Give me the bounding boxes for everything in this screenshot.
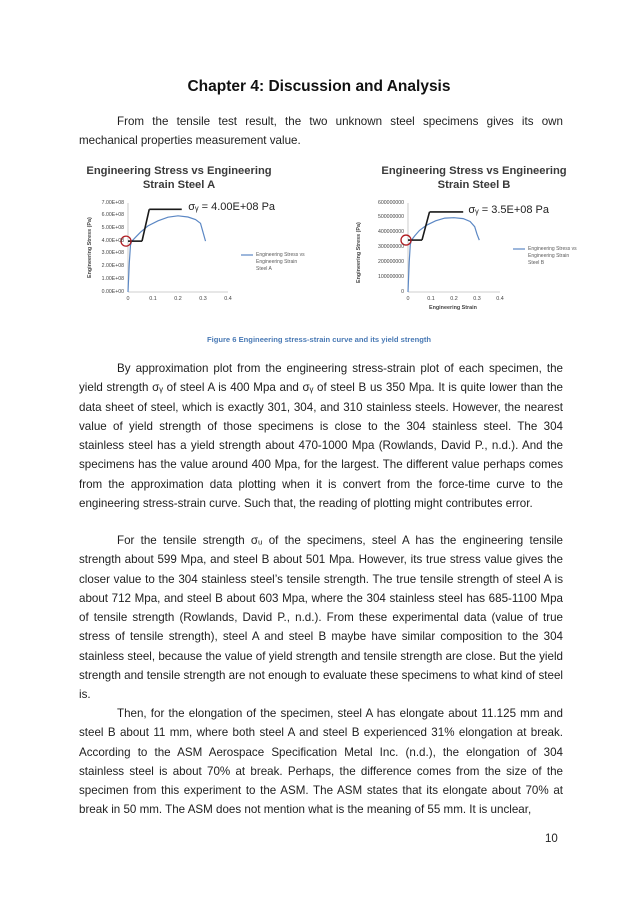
y-tick-label: 5.00E+08 (101, 224, 124, 231)
approx-slope-line (422, 212, 430, 240)
y-tick-label: 300000000 (378, 244, 404, 250)
x-tick-label: 0.2 (174, 296, 182, 302)
y-tick-label: 500000000 (378, 214, 404, 221)
chart-a-title-line-2: Strain Steel A (142, 179, 216, 191)
x-tick-label: 0.2 (450, 296, 458, 302)
page-number: 10 (545, 833, 558, 845)
paragraph-elongation: Then, for the elongation of the specimen, steel A has elongate about 11.125 mm and steel B about 11 mm, where both steel A and steel B experienced 31% elongation at break. According to the ASM Aerospace Specification Metal Inc. (n.d.), the elongation of 304 stainless steel is about 70% at break. Perhaps, the difference comes from the size of the specimen from this experiment to the ASM. The ASM states that its elongate about 70% at break in 50 mm. The ASM does not mention what is the meaning of 55 mm. It is unclear, (79, 707, 563, 817)
y-tick-label: 7.00E+08 (101, 199, 124, 206)
y-tick-label: 200000000 (378, 258, 404, 265)
y-axis-label: Engineering Stress (Pa) (87, 217, 93, 278)
chart-steel-b (342, 160, 612, 320)
y-tick-label: 600000000 (378, 199, 404, 206)
legend-entry: Engineering Stress vs Engineering Strain Steel A (256, 252, 305, 272)
y-tick-label: 2.00E+08 (101, 263, 124, 270)
x-tick-label: 0 (406, 296, 410, 302)
x-tick-label: 0.1 (427, 296, 435, 302)
y-tick-label: 400000000 (378, 229, 404, 236)
y-tick-label: 0 (401, 288, 404, 295)
y-tick-label: 1.00E+08 (101, 275, 124, 282)
chart-b-title-line-2: Strain Steel B (437, 179, 511, 191)
y-tick-label: 100000000 (378, 273, 404, 280)
figure-caption: Figure 6 Engineering stress-strain curve and its yield strength (206, 335, 432, 344)
y-tick-label: 0.00E+00 (101, 288, 124, 295)
series-line (408, 218, 479, 292)
chart-b-title-line-1: Engineering Stress vs Engineering (381, 165, 567, 177)
y-tick-label: 3.00E+08 (101, 250, 124, 257)
x-tick-label: 0.3 (473, 296, 481, 302)
series-line (128, 216, 206, 292)
y-tick-label: 6.00E+08 (101, 212, 124, 219)
paragraph-yield-strength: By approximation plot from the engineering stress-strain plot of each specimen, the yield strength σᵧ of steel A is 400 Mpa and σᵧ of steel B us 350 Mpa. It is quite lower than the data sheet of steel, which is exactly 301, 304, and 310 stainless steels. However, the nearest value of yield strength of those specimens is close to the 304 stainless steel. The 304 stainless steel has a yield strength about 470-1000 Mpa (Rowlands, David P., n.d.). And the specimens has the value around 400 Mpa, for the largest. The different value perhaps comes from the approximation data plotting when it is convert from the force-time curve to the engineering stress-strain curve. Such that, the reading of plotting might contributes error. (79, 362, 563, 511)
chart-a-plot (79, 160, 319, 310)
y-tick-label: 4.00E+08 (101, 237, 124, 244)
chart-a-title-line-1: Engineering Stress vs Engineering (86, 165, 272, 177)
x-tick-label: 0.3 (199, 296, 207, 302)
paragraph-intro: From the tensile test result, the two unknown steel specimens gives its own mechanical properties measurement value. (79, 115, 563, 148)
x-tick-label: 0.4 (496, 296, 504, 302)
paragraph-tensile-strength: For the tensile strength σᵤ of the specimens, steel A has the engineering tensile strength about 599 Mpa, and steel B about 501 Mpa. However, its true stress value gives the closer value to the 304 stainless steel’s tensile strength. The true tensile strength of steel A is about 712 Mpa, and steel B about 603 Mpa, where the 304 stainless steel has 685-1100 Mpa of tensile strength (Rowlands, David P., n.d.). From these experimental data (value of true stress of tensile strength), steel A and steel B maybe have similar composition to the 304 stainless steel, because the value of yield strength and tensile strength are close. But the yield strength and tensile strength are not enough to evaluate these specimens to what kind of steel is. (79, 534, 563, 702)
x-tick-label: 0.4 (224, 296, 232, 302)
yield-strength-label: σᵧ = 3.5E+08 Pa (468, 203, 550, 216)
legend-entry: Engineering Stress vs Engineering Strain Steel B (528, 246, 577, 266)
chart-steel-a (79, 160, 319, 310)
chapter-title: Chapter 4: Discussion and Analysis (187, 78, 451, 95)
y-axis-label: Engineering Stress (Pa) (356, 222, 362, 283)
x-axis-label: Engineering Strain (429, 305, 477, 311)
x-tick-label: 0.1 (149, 296, 157, 302)
x-tick-label: 0 (126, 296, 130, 302)
yield-strength-label: σᵧ = 4.00E+08 Pa (188, 201, 276, 214)
